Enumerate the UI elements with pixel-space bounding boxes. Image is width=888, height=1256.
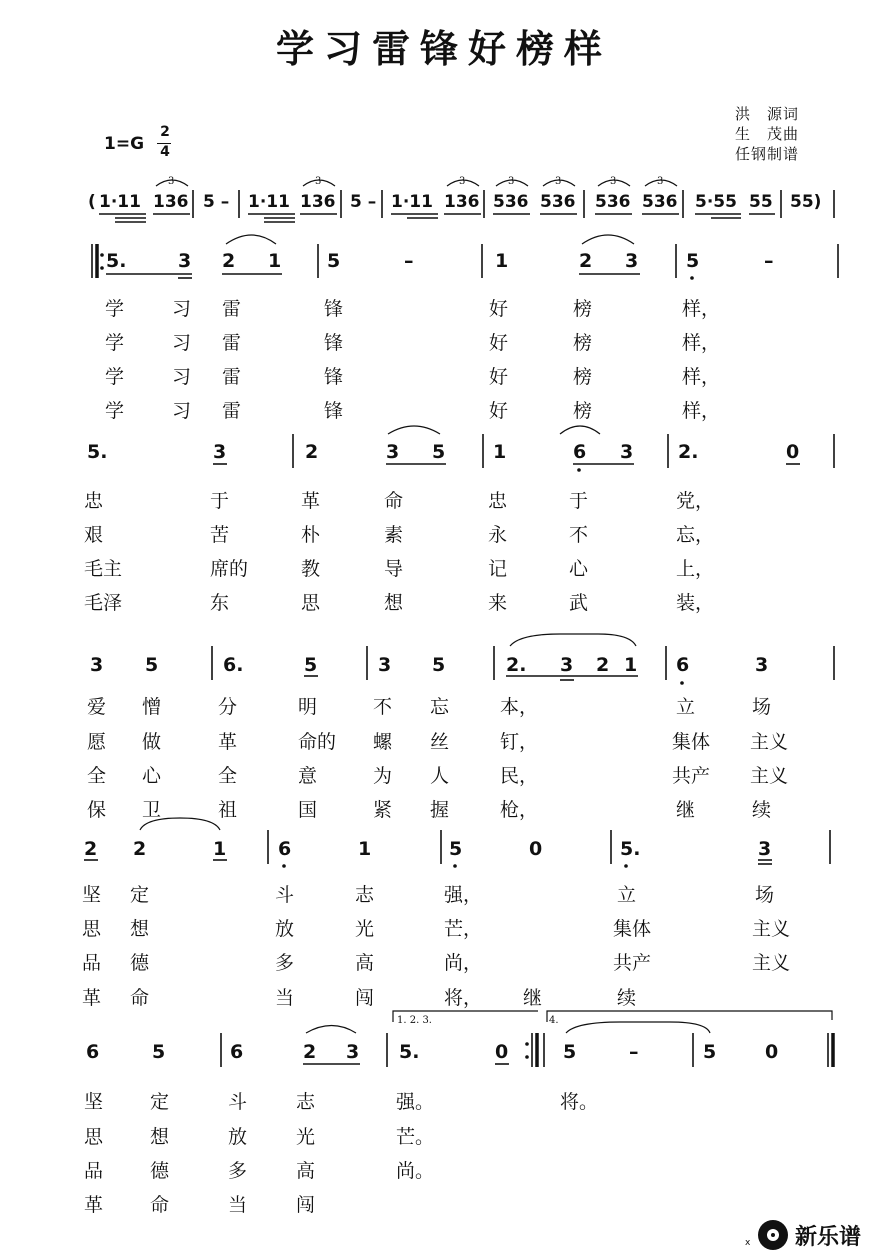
lyric: 朴 xyxy=(301,524,321,546)
lyric: 螺 xyxy=(373,731,393,753)
lyric: 学 xyxy=(105,400,125,422)
lyric: 忘 xyxy=(430,696,450,718)
lyric: 斗 xyxy=(228,1091,248,1113)
intro-note: 1·11 xyxy=(248,192,290,212)
note: 3 xyxy=(178,250,192,272)
note: 2 xyxy=(579,250,593,272)
note: 5. xyxy=(106,250,127,272)
lyric: 续 xyxy=(752,799,772,821)
lyric: 坚 xyxy=(82,884,102,906)
lyric: 教 xyxy=(301,558,321,580)
lyric: 闯 xyxy=(296,1194,316,1216)
song-title: 学习雷锋好榜样 xyxy=(275,26,612,71)
lyric: 志 xyxy=(355,884,375,906)
note: 3 xyxy=(755,654,769,676)
note: 1 xyxy=(358,838,372,860)
lyric: 革 xyxy=(301,490,321,512)
lyric: 芒， xyxy=(444,918,483,940)
lyric: 不 xyxy=(569,524,589,546)
lyric: 德 xyxy=(130,952,150,974)
svg-text:3: 3 xyxy=(168,176,175,187)
note: 2 xyxy=(133,838,147,860)
lyric: 习 xyxy=(172,298,192,320)
note: 3 xyxy=(560,654,574,676)
note: 2 xyxy=(303,1041,317,1063)
lyric: 锋 xyxy=(324,400,344,422)
lyric: 集体 xyxy=(672,731,711,753)
note: 5. xyxy=(87,441,108,463)
lyric: 志 xyxy=(296,1091,316,1113)
lyric: 东 xyxy=(210,592,230,614)
note: 3 xyxy=(378,654,392,676)
intro-note: 5 – xyxy=(203,192,230,212)
lyric: 思 xyxy=(301,592,321,614)
lyric: 明 xyxy=(298,696,318,718)
composer-credit: 生 茂曲 xyxy=(735,125,800,143)
engraver-credit: 任钢制谱 xyxy=(735,145,800,163)
lyric: 强， xyxy=(444,884,483,906)
lyric: 定 xyxy=(150,1091,170,1113)
lyric: 锋 xyxy=(324,332,344,354)
note: 6 xyxy=(676,654,690,676)
note: 2 xyxy=(84,838,98,860)
svg-text:3: 3 xyxy=(657,176,664,187)
lyric: 革 xyxy=(84,1194,104,1216)
intro-note: 55) xyxy=(790,192,822,212)
lyric: 榜 xyxy=(573,400,593,422)
lyric: 锋 xyxy=(324,366,344,388)
note: 6 xyxy=(278,838,292,860)
note: 3 xyxy=(386,441,400,463)
note: 2. xyxy=(678,441,699,463)
lyric: 祖 xyxy=(218,799,238,821)
lyric: 本， xyxy=(500,696,539,718)
lyric: 学 xyxy=(105,332,125,354)
note: 3 xyxy=(758,838,772,860)
lyric: 永 xyxy=(488,524,508,546)
lyric: 主义 xyxy=(750,731,789,753)
note: 0 xyxy=(495,1041,509,1063)
lyric: 分 xyxy=(218,696,238,718)
note: 1 xyxy=(493,441,507,463)
lyric: 雷 xyxy=(222,298,242,320)
svg-text:3: 3 xyxy=(610,176,617,187)
lyric: 多 xyxy=(228,1160,248,1182)
brand-logo-icon xyxy=(758,1220,788,1250)
lyric: 坚 xyxy=(84,1091,104,1113)
note: 1 xyxy=(624,654,638,676)
lyric: 学 xyxy=(105,298,125,320)
lyric: 场 xyxy=(755,884,775,906)
lyric: 高 xyxy=(296,1160,316,1182)
lyric: 主义 xyxy=(752,918,791,940)
lyric: 命 xyxy=(150,1194,170,1216)
note: 6 xyxy=(230,1041,244,1063)
lyric: 主义 xyxy=(750,765,789,787)
intro-note: 136 xyxy=(300,192,336,212)
note: 3 xyxy=(213,441,227,463)
note: 3 xyxy=(620,441,634,463)
note: 5 xyxy=(449,838,463,860)
key-signature: 1=G xyxy=(104,134,145,154)
intro-note: 536 xyxy=(540,192,576,212)
lyric: 国 xyxy=(298,799,318,821)
lyric: 高 xyxy=(355,952,375,974)
lyric: 雷 xyxy=(222,366,242,388)
lyric: 立 xyxy=(676,696,696,718)
lyric: 党， xyxy=(676,490,715,512)
note: 3 xyxy=(625,250,639,272)
lyric: 素 xyxy=(384,524,404,546)
intro-underlines xyxy=(99,214,775,222)
lyric: 全 xyxy=(87,765,107,787)
note: 5 xyxy=(432,441,446,463)
lyric: 全 xyxy=(218,765,238,787)
note: – xyxy=(629,1041,639,1063)
lyric: 上， xyxy=(676,558,715,580)
lyric: 好 xyxy=(489,400,509,422)
intro-note: 136 xyxy=(153,192,189,212)
lyric: 卫 xyxy=(142,799,162,821)
note: 3 xyxy=(90,654,104,676)
intro-triplets xyxy=(156,180,677,186)
note: 3 xyxy=(346,1041,360,1063)
lyric: 保 xyxy=(87,799,107,821)
lyric: 思 xyxy=(82,918,102,940)
lyric: 武 xyxy=(569,592,589,614)
note: 2 xyxy=(222,250,236,272)
note: 6. xyxy=(223,654,244,676)
intro-note: 536 xyxy=(493,192,529,212)
lyric: 样， xyxy=(682,298,721,320)
lyric: 雷 xyxy=(222,400,242,422)
lyric: 继 xyxy=(523,987,543,1009)
brand-name: 新乐谱 xyxy=(795,1225,862,1250)
note: 5 xyxy=(686,250,700,272)
volta-2-label: 4. xyxy=(549,1015,559,1026)
lyric: 憎 xyxy=(142,696,162,718)
lyric: 钉， xyxy=(500,731,539,753)
intro-note: 536 xyxy=(642,192,678,212)
lyric: 好 xyxy=(489,332,509,354)
note: 0 xyxy=(786,441,800,463)
lyric: 忠 xyxy=(488,490,508,512)
lyric: 毛主 xyxy=(84,558,123,580)
lyric: 忠 xyxy=(84,490,104,512)
note: 5 xyxy=(327,250,341,272)
intro-note: 5·55 xyxy=(695,192,737,212)
note: 5 xyxy=(703,1041,717,1063)
note: 2 xyxy=(596,654,610,676)
lyric: 芒。 xyxy=(396,1126,435,1148)
brand-small-mark: x xyxy=(745,1238,751,1248)
lyric: 想 xyxy=(130,918,150,940)
note: 1 xyxy=(495,250,509,272)
intro-note: 536 xyxy=(595,192,631,212)
intro-note: 1·11 xyxy=(99,192,141,212)
lyric: 锋 xyxy=(324,298,344,320)
lyric: 品 xyxy=(84,1160,104,1182)
lyric: 民， xyxy=(500,765,539,787)
system-1-bars xyxy=(92,235,838,280)
lyric: 于 xyxy=(569,490,589,512)
lyric: 命的 xyxy=(298,731,337,753)
lyric: 为 xyxy=(373,765,393,787)
svg-text:3: 3 xyxy=(459,176,466,187)
lyric: 样， xyxy=(682,332,721,354)
lyric: 光 xyxy=(296,1126,316,1148)
lyric: 光 xyxy=(355,918,375,940)
lyric: 当 xyxy=(275,987,295,1009)
note: 5 xyxy=(432,654,446,676)
lyric: 意 xyxy=(298,765,318,787)
lyric: 枪， xyxy=(500,799,539,821)
note: 5 xyxy=(145,654,159,676)
note: – xyxy=(404,250,414,272)
lyric: 立 xyxy=(617,884,637,906)
lyric: 主义 xyxy=(752,952,791,974)
lyric: 忘， xyxy=(676,524,715,546)
lyric: 样， xyxy=(682,366,721,388)
time-signature-top: 2 xyxy=(160,124,170,140)
lyric: 思 xyxy=(84,1126,104,1148)
svg-text:3: 3 xyxy=(555,176,562,187)
lyric: 德 xyxy=(150,1160,170,1182)
intro-open-paren: ( xyxy=(88,192,96,212)
volta-1-label: 1. 2. 3. xyxy=(397,1015,432,1026)
note: 5. xyxy=(399,1041,420,1063)
lyric: 样， xyxy=(682,400,721,422)
svg-text:3: 3 xyxy=(508,176,515,187)
lyric: 装， xyxy=(676,592,715,614)
note: 0 xyxy=(529,838,543,860)
lyric: 场 xyxy=(752,696,772,718)
lyric: 做 xyxy=(142,731,162,753)
time-signature-bottom: 4 xyxy=(160,144,170,160)
lyric: 续 xyxy=(617,987,637,1009)
lyric: 愿 xyxy=(87,731,107,753)
lyric: 不 xyxy=(373,696,393,718)
lyric: 集体 xyxy=(613,918,652,940)
note: 5 xyxy=(304,654,318,676)
lyric: 将， xyxy=(444,987,483,1009)
note: 5 xyxy=(152,1041,166,1063)
lyricist-credit: 洪 源词 xyxy=(735,105,800,123)
note: 2. xyxy=(506,654,527,676)
lyric: 好 xyxy=(489,366,509,388)
note: – xyxy=(764,250,774,272)
lyric: 想 xyxy=(150,1126,170,1148)
lyric: 榜 xyxy=(573,298,593,320)
lyric: 紧 xyxy=(373,799,393,821)
lyric: 继 xyxy=(676,799,696,821)
lyric: 尚。 xyxy=(396,1160,435,1182)
lyric: 共产 xyxy=(613,952,652,974)
lyric: 将。 xyxy=(560,1091,599,1113)
intro-note: 5 – xyxy=(350,192,377,212)
note: 6 xyxy=(86,1041,100,1063)
lyric: 学 xyxy=(105,366,125,388)
note: 1 xyxy=(268,250,282,272)
lyric: 来 xyxy=(488,592,508,614)
note: 0 xyxy=(765,1041,779,1063)
lyric: 习 xyxy=(172,400,192,422)
lyric: 爱 xyxy=(87,696,107,718)
lyric: 革 xyxy=(82,987,102,1009)
note: 6 xyxy=(573,441,587,463)
lyric: 握 xyxy=(430,799,450,821)
lyric: 品 xyxy=(82,952,102,974)
lyric: 放 xyxy=(228,1126,248,1148)
lyric: 心 xyxy=(569,558,589,580)
lyric: 人 xyxy=(430,765,450,787)
lyric: 导 xyxy=(384,558,404,580)
note: 5 xyxy=(563,1041,577,1063)
lyric: 斗 xyxy=(275,884,295,906)
lyric: 榜 xyxy=(573,366,593,388)
intro-note: 136 xyxy=(444,192,480,212)
lyric: 于 xyxy=(210,490,230,512)
lyric: 多 xyxy=(275,952,295,974)
lyric: 革 xyxy=(218,731,238,753)
note: 1 xyxy=(213,838,227,860)
lyric: 尚， xyxy=(444,952,483,974)
intro-note: 55 xyxy=(749,192,773,212)
lyric: 席的 xyxy=(210,558,249,580)
note: 2 xyxy=(305,441,319,463)
lyric: 当 xyxy=(228,1194,248,1216)
lyric: 好 xyxy=(489,298,509,320)
lyric: 榜 xyxy=(573,332,593,354)
intro-note: 1·11 xyxy=(391,192,433,212)
lyric: 苦 xyxy=(210,524,230,546)
lyric: 习 xyxy=(172,332,192,354)
lyric: 毛泽 xyxy=(84,592,123,614)
lyric: 命 xyxy=(384,490,404,512)
lyric: 闯 xyxy=(355,987,375,1009)
note: 5. xyxy=(620,838,641,860)
svg-text:3: 3 xyxy=(315,176,322,187)
lyric: 艰 xyxy=(84,524,104,546)
lyric: 记 xyxy=(488,558,508,580)
lyric: 强。 xyxy=(396,1091,435,1113)
lyric: 放 xyxy=(275,918,295,940)
lyric: 习 xyxy=(172,366,192,388)
lyric: 心 xyxy=(142,765,162,787)
lyric: 想 xyxy=(384,592,404,614)
lyric: 共产 xyxy=(672,765,711,787)
lyric: 丝 xyxy=(430,731,450,753)
lyric: 定 xyxy=(130,884,150,906)
lyric: 命 xyxy=(130,987,150,1009)
lyric: 雷 xyxy=(222,332,242,354)
